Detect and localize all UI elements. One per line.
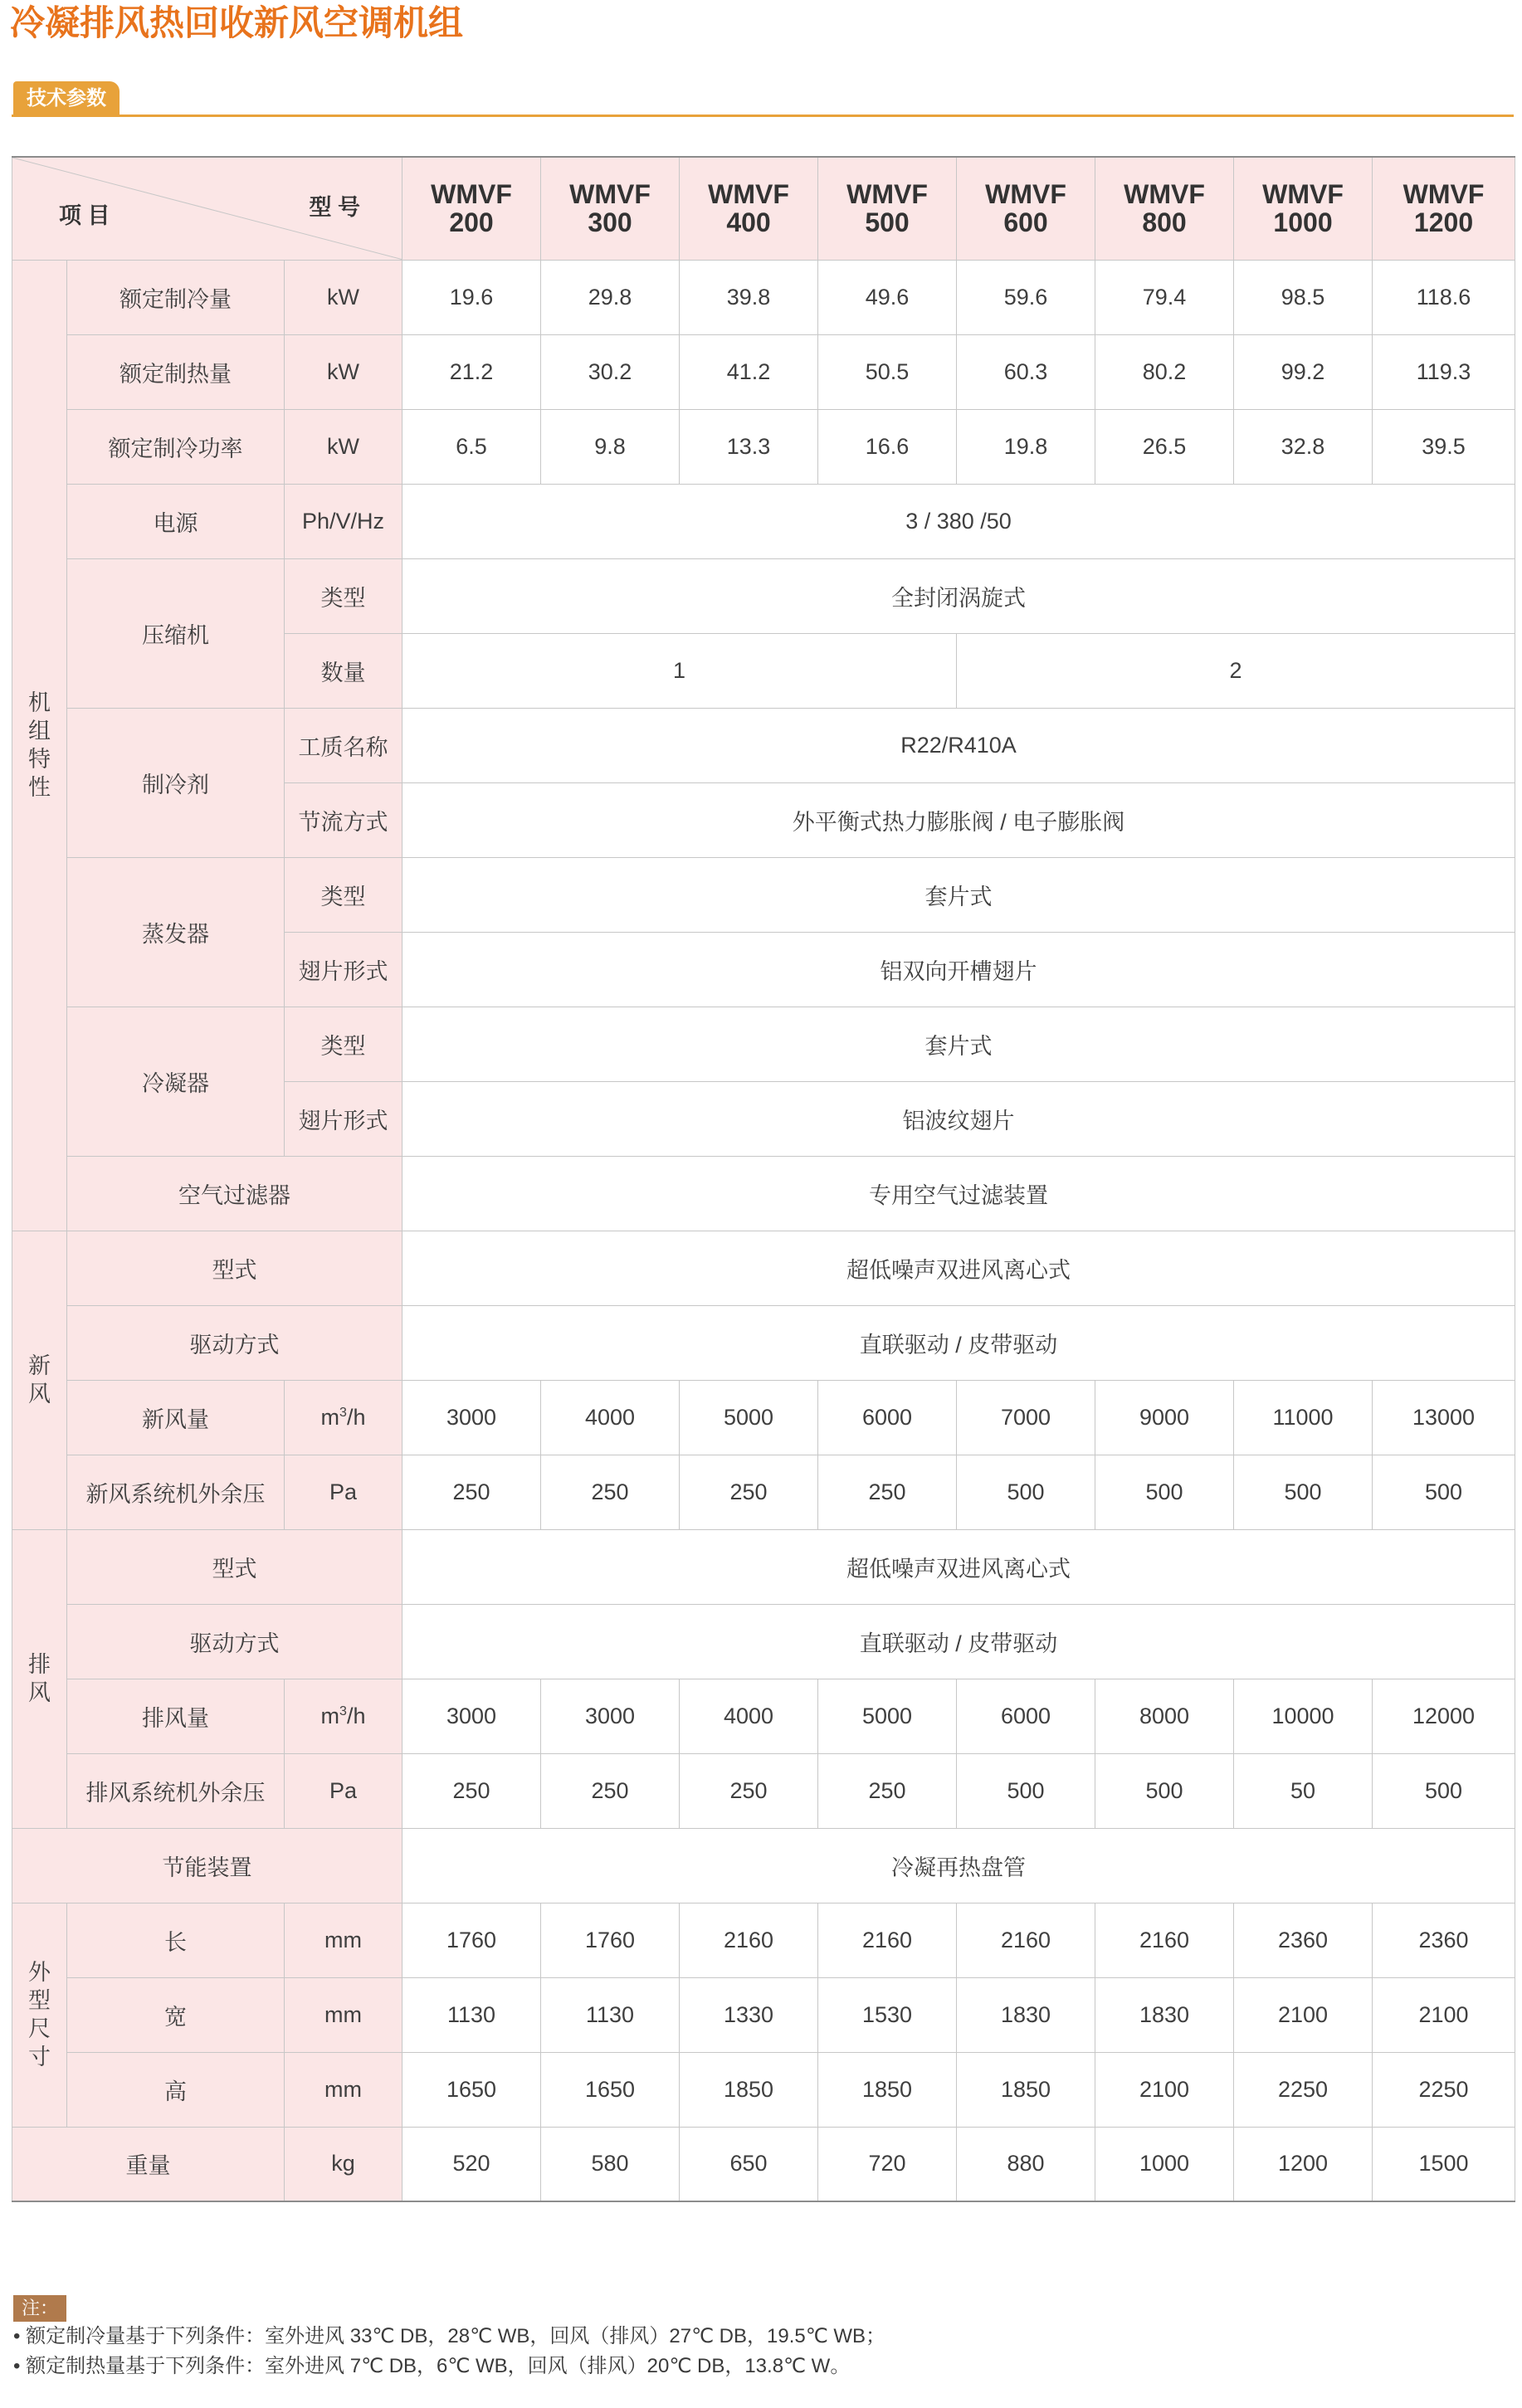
value-cell: 5000 [680, 1380, 818, 1455]
value-cell: 21.2 [402, 334, 541, 409]
value-cell: 2100 [1234, 1977, 1373, 2052]
value-cell: 1500 [1373, 2127, 1515, 2201]
value-cell: 1130 [541, 1977, 680, 2052]
group-fresh-label: 新风 [12, 1231, 67, 1529]
value-cell: 1830 [1095, 1977, 1234, 2052]
value-cell: 1130 [402, 1977, 541, 2052]
value-cell: 2250 [1373, 2052, 1515, 2127]
table-row [12, 334, 1515, 409]
value-cell: 8000 [1095, 1679, 1234, 1753]
table-row [12, 857, 1515, 932]
header-model-label: 型 号 [309, 195, 361, 220]
row-label: 蒸发器 [67, 857, 285, 1007]
value-cell: 500 [1095, 1455, 1234, 1529]
value-cell: 2360 [1234, 1903, 1373, 1977]
value-cell: 19.6 [402, 260, 541, 334]
value-cell: 套片式 [402, 1007, 1515, 1081]
value-cell: 2160 [680, 1903, 818, 1977]
model-header: WMVF 600 [957, 157, 1095, 260]
value-cell: 铝双向开槽翅片 [402, 932, 1515, 1007]
model-header: WMVF 300 [541, 157, 680, 260]
value-cell: 520 [402, 2127, 541, 2201]
value-cell: 32.8 [1234, 409, 1373, 484]
table-row [12, 1903, 1515, 1977]
value-cell: 250 [541, 1753, 680, 1828]
value-cell: 500 [957, 1455, 1095, 1529]
value-cell: 49.6 [818, 260, 957, 334]
value-cell: 250 [680, 1455, 818, 1529]
sub-label: 类型 [285, 1007, 402, 1081]
value-cell: 1830 [957, 1977, 1095, 2052]
value-cell: 1000 [1095, 2127, 1234, 2201]
table-row [12, 409, 1515, 484]
value-cell: 13.3 [680, 409, 818, 484]
header-corner-cell [12, 157, 402, 260]
sub-label: 节流方式 [285, 782, 402, 857]
value-cell: 3000 [402, 1679, 541, 1753]
table-row [12, 1305, 1515, 1380]
table-row [12, 1529, 1515, 1604]
row-label: 新风量 [67, 1380, 285, 1455]
value-cell: 59.6 [957, 260, 1095, 334]
value-cell: 2360 [1373, 1903, 1515, 1977]
value-cell: 2 [957, 633, 1515, 708]
sub-label: 工质名称 [285, 708, 402, 782]
value-cell: 冷凝再热盘管 [402, 1828, 1515, 1903]
value-cell: 13000 [1373, 1380, 1515, 1455]
value-cell: 500 [1373, 1753, 1515, 1828]
sub-label: 翅片形式 [285, 932, 402, 1007]
value-cell: 1530 [818, 1977, 957, 2052]
value-cell: 2100 [1373, 1977, 1515, 2052]
value-cell: 9000 [1095, 1380, 1234, 1455]
value-cell: 1200 [1234, 2127, 1373, 2201]
table-row [12, 708, 1515, 782]
row-label: 宽 [67, 1977, 285, 2052]
value-cell: 250 [541, 1455, 680, 1529]
value-cell: 79.4 [1095, 260, 1234, 334]
row-label: 额定制冷功率 [67, 409, 285, 484]
unit-cell: Ph/V/Hz [285, 484, 402, 558]
unit-cell: mm [285, 1903, 402, 1977]
value-cell: 41.2 [680, 334, 818, 409]
model-header: WMVF 800 [1095, 157, 1234, 260]
value-cell: 5000 [818, 1679, 957, 1753]
value-cell: 1650 [541, 2052, 680, 2127]
table-row [12, 1156, 1515, 1231]
value-cell: 超低噪声双进风离心式 [402, 1231, 1515, 1305]
model-header: WMVF 400 [680, 157, 818, 260]
unit-cell: kg [285, 2127, 402, 2201]
value-cell: 250 [818, 1455, 957, 1529]
table-row [12, 1455, 1515, 1529]
value-cell: 98.5 [1234, 260, 1373, 334]
sub-label: 翅片形式 [285, 1081, 402, 1156]
row-label: 排风量 [67, 1679, 285, 1753]
row-label: 新风系统机外余压 [67, 1455, 285, 1529]
value-cell: 250 [402, 1753, 541, 1828]
notes-section [12, 2295, 1514, 2381]
value-cell: 500 [1234, 1455, 1373, 1529]
table-row [12, 2052, 1515, 2127]
value-cell: 12000 [1373, 1679, 1515, 1753]
value-cell: 39.8 [680, 260, 818, 334]
value-cell: 720 [818, 2127, 957, 2201]
row-label: 额定制热量 [67, 334, 285, 409]
value-cell: 3000 [402, 1380, 541, 1455]
value-cell: 7000 [957, 1380, 1095, 1455]
value-cell: 119.3 [1373, 334, 1515, 409]
unit-cell: kW [285, 334, 402, 409]
sub-label: 类型 [285, 558, 402, 633]
value-cell: 1650 [402, 2052, 541, 2127]
value-cell: 80.2 [1095, 334, 1234, 409]
section-divider [12, 115, 1514, 117]
value-cell: 11000 [1234, 1380, 1373, 1455]
value-cell: 2100 [1095, 2052, 1234, 2127]
value-cell: 专用空气过滤装置 [402, 1156, 1515, 1231]
model-header: WMVF 500 [818, 157, 957, 260]
spec-table [12, 156, 1515, 2202]
value-cell: R22/R410A [402, 708, 1515, 782]
value-cell: 50 [1234, 1753, 1373, 1828]
row-label: 驱动方式 [67, 1604, 402, 1679]
unit-cell: mm [285, 1977, 402, 2052]
value-cell: 全封闭涡旋式 [402, 558, 1515, 633]
value-cell: 3 / 380 /50 [402, 484, 1515, 558]
value-cell: 4000 [541, 1380, 680, 1455]
table-row [12, 1679, 1515, 1753]
value-cell: 2160 [1095, 1903, 1234, 1977]
value-cell: 3000 [541, 1679, 680, 1753]
row-label: 长 [67, 1903, 285, 1977]
value-cell: 9.8 [541, 409, 680, 484]
sub-label: 数量 [285, 633, 402, 708]
value-cell: 99.2 [1234, 334, 1373, 409]
group-unit-label: 机组特性 [12, 260, 67, 1231]
value-cell: 铝波纹翅片 [402, 1081, 1515, 1156]
value-cell: 2250 [1234, 2052, 1373, 2127]
table-row [12, 558, 1515, 633]
table-row [12, 1828, 1515, 1903]
table-row [12, 2127, 1515, 2201]
value-cell: 39.5 [1373, 409, 1515, 484]
table-row [12, 1753, 1515, 1828]
unit-cell: kW [285, 260, 402, 334]
table-row [12, 1977, 1515, 2052]
row-label: 空气过滤器 [67, 1156, 402, 1231]
table-row [12, 1380, 1515, 1455]
value-cell: 500 [1373, 1455, 1515, 1529]
row-label: 节能装置 [12, 1828, 402, 1903]
value-cell: 超低噪声双进风离心式 [402, 1529, 1515, 1604]
unit-cell: Pa [285, 1455, 402, 1529]
value-cell: 580 [541, 2127, 680, 2201]
table-row [12, 1604, 1515, 1679]
value-cell: 直联驱动 / 皮带驱动 [402, 1604, 1515, 1679]
group-exhaust-label: 排风 [12, 1529, 67, 1828]
value-cell: 1 [402, 633, 957, 708]
value-cell: 880 [957, 2127, 1095, 2201]
row-label: 额定制冷量 [67, 260, 285, 334]
value-cell: 套片式 [402, 857, 1515, 932]
row-label: 冷凝器 [67, 1007, 285, 1156]
value-cell: 118.6 [1373, 260, 1515, 334]
value-cell: 6000 [957, 1679, 1095, 1753]
row-label: 高 [67, 2052, 285, 2127]
value-cell: 60.3 [957, 334, 1095, 409]
value-cell: 1850 [957, 2052, 1095, 2127]
value-cell: 500 [957, 1753, 1095, 1828]
value-cell: 10000 [1234, 1679, 1373, 1753]
note-line: • 额定制热量基于下列条件：室外进风 7℃ DB，6℃ WB，回风（排风）20℃ DB，13.8℃ W。 [13, 2355, 851, 2377]
value-cell: 30.2 [541, 334, 680, 409]
value-cell: 250 [402, 1455, 541, 1529]
value-cell: 29.8 [541, 260, 680, 334]
value-cell: 50.5 [818, 334, 957, 409]
value-cell: 1760 [402, 1903, 541, 1977]
sub-label: 类型 [285, 857, 402, 932]
value-cell: 4000 [680, 1679, 818, 1753]
value-cell: 26.5 [1095, 409, 1234, 484]
value-cell: 650 [680, 2127, 818, 2201]
value-cell: 外平衡式热力膨胀阀 / 电子膨胀阀 [402, 782, 1515, 857]
value-cell: 16.6 [818, 409, 957, 484]
row-label: 重量 [12, 2127, 285, 2201]
value-cell: 2160 [818, 1903, 957, 1977]
value-cell: 1760 [541, 1903, 680, 1977]
table-header-row [12, 157, 1515, 260]
value-cell: 1850 [818, 2052, 957, 2127]
value-cell: 500 [1095, 1753, 1234, 1828]
value-cell: 1850 [680, 2052, 818, 2127]
table-row [12, 260, 1515, 334]
value-cell: 6.5 [402, 409, 541, 484]
group-dims-label: 外型尺寸 [12, 1903, 67, 2127]
note-line: • 额定制冷量基于下列条件：室外进风 33℃ DB，28℃ WB，回风（排风）27℃ DB，19.5℃ WB； [13, 2325, 886, 2347]
row-label: 型式 [67, 1529, 402, 1604]
unit-cell: Pa [285, 1753, 402, 1828]
unit-cell: $m^3/h$ [285, 1380, 402, 1455]
unit-cell: kW [285, 409, 402, 484]
section-badge: 技术参数 [13, 81, 120, 116]
table-row [12, 1231, 1515, 1305]
model-header: WMVF 1000 [1234, 157, 1373, 260]
unit-cell: mm [285, 2052, 402, 2127]
value-cell: 250 [818, 1753, 957, 1828]
value-cell: 19.8 [957, 409, 1095, 484]
row-label: 压缩机 [67, 558, 285, 708]
row-label: 型式 [67, 1231, 402, 1305]
value-cell: 250 [680, 1753, 818, 1828]
table-row [12, 484, 1515, 558]
notes-label: 注： [13, 2295, 66, 2322]
page-title: 冷凝排风热回收新风空调机组 [10, 3, 464, 42]
row-label: 驱动方式 [67, 1305, 402, 1380]
value-cell: 1330 [680, 1977, 818, 2052]
value-cell: 直联驱动 / 皮带驱动 [402, 1305, 1515, 1380]
table-row [12, 1007, 1515, 1081]
model-header: WMVF 200 [402, 157, 541, 260]
model-header: WMVF 1200 [1373, 157, 1515, 260]
unit-cell: $m^3/h$ [285, 1679, 402, 1753]
value-cell: 6000 [818, 1380, 957, 1455]
row-label: 排风系统机外余压 [67, 1753, 285, 1828]
header-item-label: 项 目 [59, 202, 110, 228]
value-cell: 2160 [957, 1903, 1095, 1977]
row-label: 电源 [67, 484, 285, 558]
row-label: 制冷剂 [67, 708, 285, 857]
